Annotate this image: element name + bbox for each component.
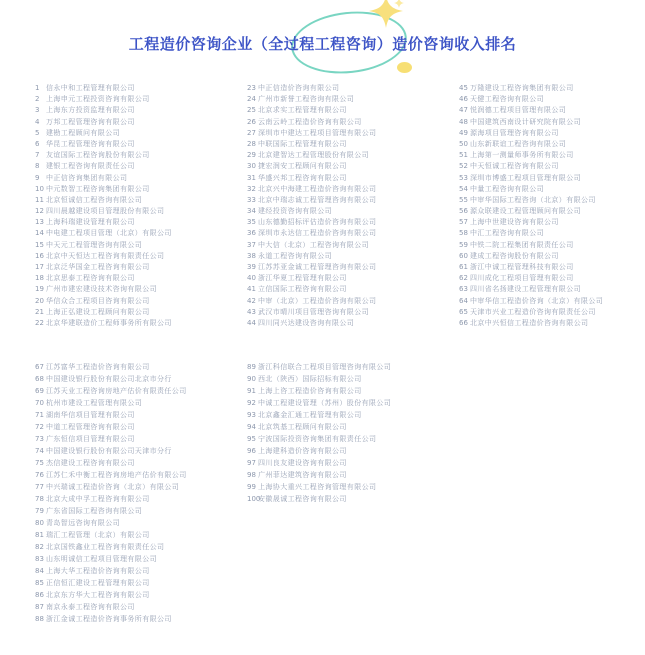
company-name: 中国建设银行股份有限公司北京市分行 [46,375,172,383]
company-name: 广东省国际工程咨询有限公司 [46,507,143,515]
rank-number: 60 [459,251,468,260]
company-name: 中大信（北京）工程咨询有限公司 [258,240,369,249]
company-name: 北京大成中孚工程咨询有限公司 [46,495,150,503]
company-name: 西北（陕西）国际招标有限公司 [258,375,362,383]
ranking-item [459,230,603,241]
rank-number: 29 [247,151,256,160]
rank-number: 50 [459,139,468,148]
company-name: 广州市建宏建设技术咨询有限公司 [46,285,157,294]
company-name: 上海科瑞建设管理有限公司 [46,218,135,227]
rank-number: 26 [247,117,256,126]
rank-number: 87 [35,603,44,611]
company-name: 中审（北京）工程造价咨询有限公司 [258,296,377,305]
company-name: 北京东方华大工程咨询有限公司 [46,591,150,599]
rank-number: 37 [247,240,256,249]
company-name: 上海东方投资监理有限公司 [46,106,135,115]
rank-number: 72 [35,423,44,431]
rank-number: 91 [247,387,256,395]
rank-number: 79 [35,507,44,515]
rank-number: 95 [247,435,256,443]
rank-number: 11 [35,195,44,204]
company-name: 深圳市永达信工程造价咨询有限公司 [258,229,377,238]
company-name: 北京建智达工程管理股份有限公司 [258,151,369,160]
rank-number: 32 [247,184,256,193]
company-name: 杰信建设工程咨询有限公司 [46,459,135,467]
company-name: 广州菲达建筑咨询有限公司 [258,471,347,479]
rank-number: 46 [459,95,468,104]
rank-number: 75 [35,459,44,467]
rank-number: 6 [35,139,40,148]
company-name: 中汇工程咨询有限公司 [470,229,544,238]
company-name: 北京兴中海建工程造价咨询有限公司 [258,184,377,193]
ranking-column-2 [247,85,376,331]
company-name: 中正信造价咨询有限公司 [258,84,340,92]
rank-number: 9 [35,173,40,182]
company-name: 中正信咨询集团有限公司 [46,173,128,182]
company-name: 北京华建联造价工程师事务所有限公司 [46,318,172,327]
ranking-item [35,286,172,297]
rank-number: 30 [247,162,256,171]
rank-number: 14 [35,229,44,238]
rank-number: 21 [35,307,44,316]
company-name: 山东明诚信工程项目管理有限公司 [46,555,157,563]
company-name: 华昆工程管理咨询有限公司 [46,139,135,148]
rank-number: 19 [35,285,44,294]
company-name: 江苏苏亚金诚工程管理咨询有限公司 [258,263,377,271]
rank-number: 93 [247,411,256,419]
rank-number: 67 [35,363,44,371]
rank-number: 94 [247,423,256,431]
rank-number: 70 [35,399,44,407]
company-name: 杭州市建设工程管理有限公司 [46,399,143,407]
company-name: 北京中兴恒信工程造价咨询有限公司 [470,318,589,327]
rank-number: 10 [35,184,44,193]
rank-number: 35 [247,218,256,227]
rank-number: 8 [35,162,40,171]
rank-number: 40 [247,274,256,283]
company-name: 华盛兴邦工程咨询有限公司 [258,173,347,182]
company-name: 青岛智远咨询有限公司 [46,519,120,527]
company-name: 浙江科信联合工程项目管理咨询有限公司 [258,363,392,371]
company-name: 北京鑫金汇通工程管理有限公司 [258,411,362,419]
company-name: 北京求实工程管理有限公司 [258,106,347,115]
company-name: 四川晨越建设项目管理股份有限公司 [46,207,165,216]
title-block [0,0,645,80]
ranking-item [459,175,603,186]
company-name: 中铁二院工程集团有限责任公司 [470,240,574,249]
rank-number: 22 [35,318,44,327]
rank-number: 57 [459,218,468,227]
company-name: 中诚工程建设管理（苏州）股份有限公司 [258,399,392,407]
company-name: 建经投资咨询有限公司 [258,207,332,216]
company-name: 北京恒诚信工程咨询有限公司 [46,195,143,204]
rank-number: 62 [459,274,468,283]
rank-number: 68 [35,375,44,383]
company-name: 中天恒诚工程咨询有限公司 [470,162,559,171]
company-name: 深圳市中建达工程项目管理有限公司 [258,128,377,137]
ranking-item [35,320,172,331]
company-name: 中审华信工程造价咨询（北京）有限公司 [470,296,604,305]
ranking-item [247,286,376,297]
rank-number: 28 [247,139,256,148]
rank-number: 78 [35,495,44,503]
company-name: 上海协大重兴工程咨询管理有限公司 [258,483,377,491]
rank-number: 84 [35,567,44,575]
company-name: 上海上咨工程造价咨询有限公司 [258,387,362,395]
ranking-column-4 [35,364,187,628]
rank-number: 58 [459,229,468,238]
rank-number: 96 [247,447,256,455]
rank-number: 69 [35,387,44,395]
ranking-item [35,175,172,186]
company-name: 中兴瑞诚工程造价咨询（北京）有限公司 [46,483,180,491]
company-name: 建银工程咨询有限责任公司 [46,162,135,171]
ranking-item [35,107,172,118]
rank-number: 76 [35,471,44,479]
company-name: 源众联建设工程管理顾问有限公司 [470,207,581,216]
company-name: 四川同兴达建设咨询有限公司 [258,318,355,327]
company-name: 万隆建设工程咨询集团有限公司 [470,84,574,92]
rank-number: 18 [35,274,44,283]
company-name: 建成工程咨询股份有限公司 [470,251,559,260]
page-title: 工程造价咨询企业（全过程工程咨询）造价咨询收入排名 [128,35,517,53]
rank-number: 82 [35,543,44,551]
company-name: 中量工程咨询有限公司 [470,184,544,193]
ranking-item [459,320,603,331]
company-name: 天津市兴业工程造价咨询有限责任公司 [470,307,596,316]
rank-number: 88 [35,615,44,623]
company-name: 永道工程咨询有限公司 [258,251,332,260]
rank-number: 43 [247,307,256,316]
company-name: 浙江华夏工程管理有限公司 [258,274,347,283]
company-name: 上海正弘建设工程顾问有限公司 [46,307,150,316]
company-name: 北京筑基工程顾问有限公司 [258,423,347,431]
rank-number: 39 [247,263,256,271]
company-name: 天健工程咨询有限公司 [470,95,544,104]
ranking-column-1 [35,85,172,331]
company-name: 四川成化工程项目管理有限公司 [470,274,574,283]
company-name: 悦润德工程项目管理有限公司 [470,106,567,115]
rank-number: 23 [247,84,256,92]
company-name: 建勘工程顾问有限公司 [46,128,120,137]
rank-number: 27 [247,128,256,137]
rank-number: 89 [247,363,256,371]
rank-number: 98 [247,471,256,479]
company-name: 云南云岭工程造价咨询有限公司 [258,117,362,126]
company-name: 中道工程管理咨询有限公司 [46,423,135,431]
company-name: 北京中瑞志诚工程管理咨询有限公司 [258,195,377,204]
company-name: 四川省名扬建设工程管理有限公司 [470,285,581,294]
rank-number: 85 [35,579,44,587]
rank-number: 64 [459,296,468,305]
rank-number: 24 [247,95,256,104]
company-name: 立信国际工程咨询有限公司 [258,285,347,294]
rank-number: 25 [247,106,256,115]
ranking-item [35,163,172,174]
company-name: 正信恒汇建设工程管理有限公司 [46,579,150,587]
rank-number: 63 [459,285,468,294]
company-name: 上海大华工程造价咨询有限公司 [46,567,150,575]
rank-number: 54 [459,184,468,193]
ranking-item [35,230,172,241]
company-name: 宁波国际投资咨询集团有限责任公司 [258,435,377,443]
rank-number: 2 [35,95,40,104]
company-name: 北京国铁鑫业工程咨询有限责任公司 [46,543,165,551]
rank-number: 59 [459,240,468,249]
company-name: 山东德勤招标评估造价咨询有限公司 [258,218,377,227]
rank-number: 73 [35,435,44,443]
rank-number: 45 [459,84,468,92]
company-name: 上海建科造价咨询有限公司 [258,447,347,455]
dot-decoration [397,62,412,73]
company-name: 上海第一测量师事务所有限公司 [470,151,574,160]
company-name: 广州市新誉工程咨询有限公司 [258,95,355,104]
company-name: 四川良友建设咨询有限公司 [258,459,347,467]
company-name: 北京思泰工程咨询有限公司 [46,274,135,283]
rank-number: 55 [459,195,468,204]
company-name: 上海申元工程投资咨询有限公司 [46,95,150,104]
company-name: 中元数智工程咨询集团有限公司 [46,184,150,193]
company-name: 江苏富华工程造价咨询有限公司 [46,363,150,371]
ranking-column-5 [247,364,391,508]
ranking-item [247,320,376,331]
rank-number: 65 [459,307,468,316]
rank-number: 100 [247,495,261,503]
company-name: 安徽晟诚工程咨询有限公司 [258,495,347,503]
rank-number: 52 [459,162,468,171]
rank-number: 36 [247,229,256,238]
rank-number: 49 [459,128,468,137]
rank-number: 16 [35,251,44,260]
company-name: 山东新联谊工程咨询有限公司 [470,139,567,148]
company-name: 中国建筑西南设计研究院有限公司 [470,117,581,126]
rank-number: 41 [247,285,256,294]
company-name: 中国建设银行股份有限公司天津市分行 [46,447,172,455]
rank-number: 1 [35,84,40,92]
company-name: 中审华国际工程咨询（北京）有限公司 [470,195,596,204]
company-name: 江苏仁禾中衡工程咨询房地产估价有限公司 [46,471,187,479]
rank-number: 12 [35,207,44,216]
rank-number: 56 [459,207,468,216]
ranking-item [459,286,603,297]
rank-number: 34 [247,207,256,216]
company-name: 浙江金诚工程造价咨询事务所有限公司 [46,615,172,623]
company-name: 浙江中诚工程管理科技有限公司 [470,263,574,271]
rank-number: 47 [459,106,468,115]
rank-number: 66 [459,318,468,327]
company-name: 信永中和工程管理有限公司 [46,84,135,92]
rank-number: 13 [35,218,44,227]
ranking-item [459,107,603,118]
rank-number: 97 [247,459,256,467]
rank-number: 61 [459,263,468,271]
company-name: 友谊国际工程咨询股份有限公司 [46,151,150,160]
ranking-item [247,175,376,186]
company-name: 万邦工程管理咨询有限公司 [46,117,135,126]
rank-number: 7 [35,151,40,160]
rank-number: 42 [247,296,256,305]
ranking-item [35,616,187,628]
sparkle-icon [366,0,406,30]
ranking-item [459,163,603,174]
rank-number: 4 [35,117,40,126]
rank-number: 15 [35,240,44,249]
company-name: 源海项目管理咨询有限公司 [470,128,559,137]
company-name: 深圳市博盛工程项目管理有限公司 [470,173,581,182]
company-name: 上海中世建设咨询有限公司 [470,218,559,227]
rank-number: 71 [35,411,44,419]
ranking-item [247,496,391,508]
rank-number: 38 [247,251,256,260]
rank-number: 20 [35,296,44,305]
company-name: 湖南华信项目管理有限公司 [46,411,135,419]
ranking-item [247,107,376,118]
rank-number: 77 [35,483,44,491]
rank-number: 81 [35,531,44,539]
rank-number: 90 [247,375,256,383]
company-name: 北京泛华国金工程咨询有限公司 [46,263,150,271]
company-name: 中联国际工程管理有限公司 [258,139,347,148]
company-name: 北京中天恒达工程咨询有限责任公司 [46,251,165,260]
rank-number: 44 [247,318,256,327]
company-name: 武汉市晴川项目管理咨询有限公司 [258,307,369,316]
rank-number: 5 [35,128,40,137]
rank-number: 48 [459,117,468,126]
rank-number: 33 [247,195,256,204]
ranking-item [247,230,376,241]
ranking-column-3 [459,85,603,331]
company-name: 广东恒信项目管理有限公司 [46,435,135,443]
rank-number: 3 [35,106,40,115]
rank-number: 92 [247,399,256,407]
company-name: 捷宏润安工程顾问有限公司 [258,162,347,171]
rank-number: 17 [35,263,44,271]
rank-number: 53 [459,173,468,182]
rank-number: 86 [35,591,44,599]
rank-number: 80 [35,519,44,527]
rank-number: 51 [459,151,468,160]
company-name: 华信众合工程项目咨询有限公司 [46,296,150,305]
rank-number: 83 [35,555,44,563]
company-name: 瑞汇工程管理（北京）有限公司 [46,531,150,539]
rank-number: 74 [35,447,44,455]
ranking-item [247,163,376,174]
company-name: 中天元工程管理咨询有限公司 [46,240,143,249]
company-name: 江苏天业工程咨询房地产估价有限责任公司 [46,387,187,395]
rank-number: 31 [247,173,256,182]
rank-number: 99 [247,483,256,491]
company-name: 中电建工程项目管理（北京）有限公司 [46,229,172,238]
company-name: 南京永泰工程咨询有限公司 [46,603,135,611]
